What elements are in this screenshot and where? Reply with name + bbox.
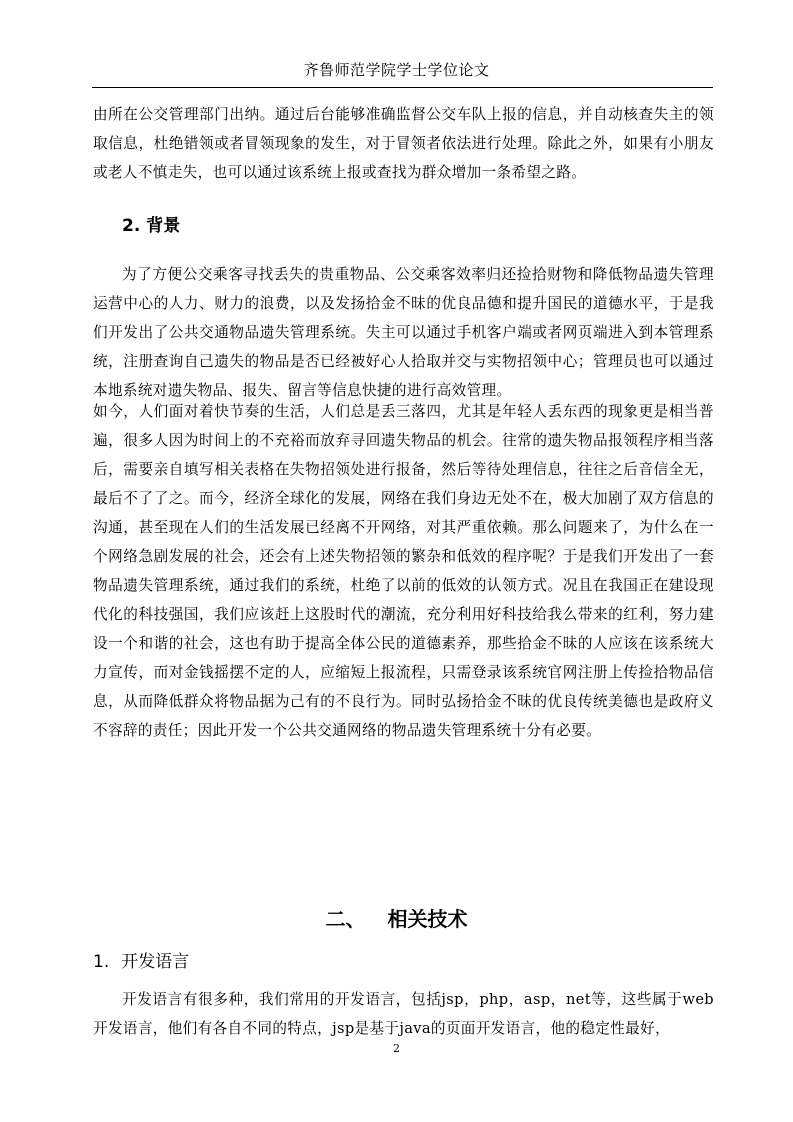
subsection-title: 开发语言: [121, 952, 190, 972]
paragraph-dev-language: 开发语言有很多种，我们常用的开发语言，包括jsp，php，asp，net等，这些属于web开发语言，他们有各自不同的特点，jsp是基于java的页面开发语言，他的稳定性最好，: [93, 991, 714, 1037]
section-heading: [0, 905, 793, 933]
subsection-number: 1.: [93, 952, 110, 972]
paragraph-background-1: 为了方便公交乘客寻找丢失的贵重物品、公交乘客效率归还捡拾财物和降低物品遗失管理运营中心的人力、财力的浪费，以及发扬拾金不昧的优良品德和提升国民的道德水平，于是我们开发出了公共交通物品遗失管理系统。失主可以通过手机客户端或者网页端进入到本管理系统，注册查询自己遗失的物品是否已经被好心人拾取并交与实物招领中心；管理员也可以通过本地系统对遗失物品、报失、留言等信息快捷的进行高效管理。: [93, 266, 714, 399]
section-title: 相关技术: [387, 907, 468, 931]
section-number: 二、: [325, 907, 366, 931]
paragraph-intro-end: 由所在公交管理部门出纳。通过后台能够准确监督公交车队上报的信息，并自动核查失主的领取信息，杜绝错领或者冒领现象的发生，对于冒领者依法进行处理。除此之外，如果有小朋友或老人不慎走失，也可以通过该系统上报或查找为群众增加一条希望之路。: [93, 106, 714, 181]
subsection-heading: [93, 950, 189, 974]
page-number: 2: [393, 1042, 400, 1055]
heading-background: 2. 背景: [122, 216, 181, 236]
header-rule: [92, 87, 713, 88]
paragraph-background-2: 如今，人们面对着快节奏的生活，人们总是丢三落四，尤其是年轻人丢东西的现象更是相当普遍，很多人因为时间上的不充裕而放弃寻回遗失物品的机会。往常的遗失物品报领程序相当落后，需要亲自填写相关表格在失物招领处进行报备，然后等待处理信息，往往之后音信全无，最后不了了之。而今，经济全球化的发展，网络在我们身边无处不在，极大加剧了双方信息的沟通，甚至现在人们的生活发展已经离不开网络，对其严重依赖。那么问题来了，为什么在一个网络急剧发展的社会，还会有上述失物招领的繁杂和低效的程序呢？于是我们开发出了一套物品遗失管理系统，通过我们的系统，杜绝了以前的低效的认领方式。况且在我国正在建设现代化的科技强国，我们应该赶上这股时代的潮流，充分利用好科技给我么带来的红利，努力建设一个和谐的社会，这也有助于提高全体公民的道德素养，那些拾金不昧的人应该在该系统大力宣传，而对金钱摇摆不定的人，应缩短上报流程，只需登录该系统官网注册上传捡拾物品信息，从而降低群众将物品据为己有的不良行为。同时弘扬拾金不昧的优良传统美德也是政府义不容辞的责任；因此开发一个公共交通网络的物品遗失管理系统十分有必要。: [93, 403, 714, 739]
running-header: 齐鲁师范学院学士学位论文: [303, 61, 490, 79]
